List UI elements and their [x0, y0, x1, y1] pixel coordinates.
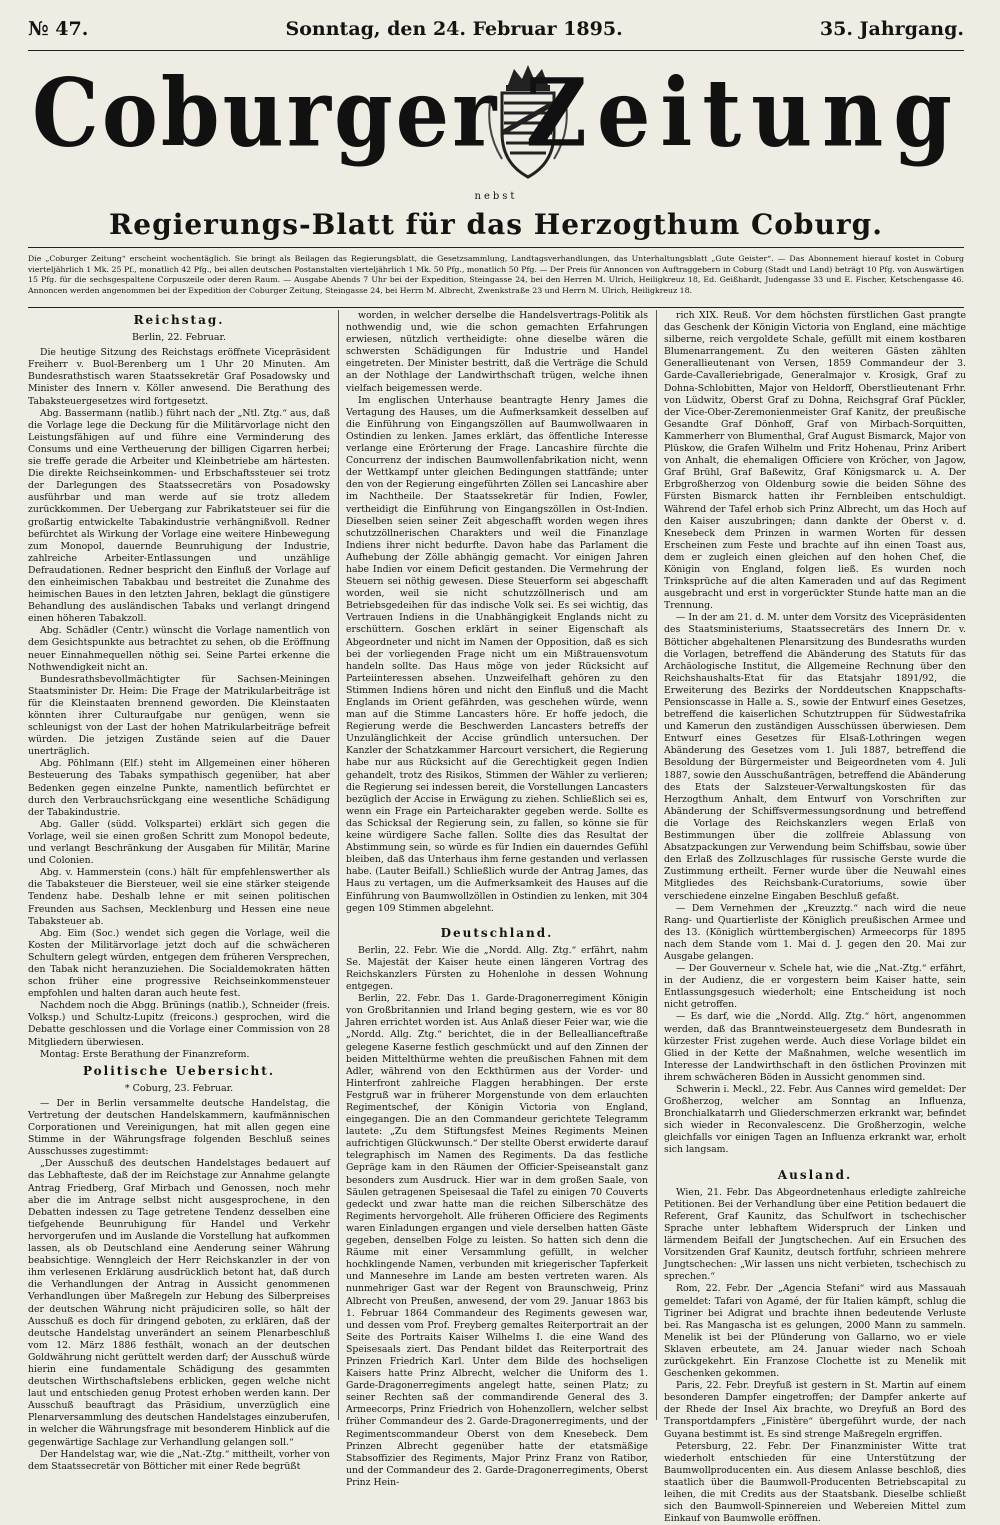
masthead-connector: nebst [474, 191, 518, 202]
paragraph: Abg. Eim (Soc.) wendet sich gegen die Vorlage, weil die Kosten der Militärvorlage jetzt doch auf die schwächeren Schultern gelegt würden, entgegen dem früheren Versprechen, den Tabak nicht heranzuziehen. Die Socialdemokraten hätten schon früher eine progressive Reichseinkommensteuer empfohlen und halten daran auch heute fest. [28, 927, 330, 1000]
paragraph: — Dem Vernehmen der „Kreuzztg.“ nach wird die neue Rang- und Quartierliste der Königlich preußischen Armee und des 13. (Königlich württembergischen) Armeecorps für 1895 nach dem Stande vom 1. Mai d. J. gegen den 20. Mai zur Ausgabe gelangen. [664, 902, 966, 962]
section-heading: Reichstag. [133, 313, 225, 327]
column-1 [28, 310, 330, 1472]
column-divider [338, 310, 339, 1420]
dateline: * Coburg, 23. Februar. [124, 1082, 234, 1094]
top-rule [28, 50, 964, 51]
paragraph: Nachdem noch die Abgg. Brünings (natlib.), Schneider (freis. Volksp.) und Schultz-Lupitz (freicons.) gesprochen, wird die Debatte geschlossen und die Vorlage einer Commission von 28 Mitgliedern überwiesen. [28, 1000, 330, 1048]
paragraph: Abg. Galler (südd. Volkspartei) erklärt sich gegen die Vorlage, weil sie einen großen Schritt zum Monopol bedeute, und verlangt Beschränkung der Ausgaben für Militär, Marine und Colonien. [28, 818, 330, 867]
paragraph: Der Handelstag war, wie die „Nat.-Ztg.“ mittheilt, vorher von dem Staatssecretär von Bötticher mit einer Rede begrüßt [28, 1448, 330, 1472]
issue-line [28, 18, 964, 48]
section-heading: Ausland. [777, 1167, 853, 1182]
volume-number: 35. Jahrgang. [819, 18, 964, 40]
issue-number: № 47. [28, 18, 89, 40]
paragraph: Abg. Bassermann (natlib.) führt nach der „Ntl. Ztg.“ aus, daß die Vorlage lege die Deckung für die Militärvorlage nicht den Leistungsfähigen auf und führe eine Verminderung des Consums und eine Vertheuerung der billigen Cigarren herbei; sie treffe gerade die Arbeiter und Kleinbetriebe am härtesten. Die direkte Reichseinkommen- und Erbschaftssteuer sei trotz der Darlegungen des Staatssecretärs von Posadowsky ausführbar und man werde auf sie trotz alledem zurückkommen. Der Uebergang zur Fabrikatsteuer sei für die großartig entwickelte Tabakindustrie verhängnißvoll. Redner befürchtet als Wirkung der Vorlage eine weitere Hinbewegung zum Monopol, dauernde Beunruhigung der Industrie, zahlreiche Arbeiter-Entlassungen und unzählige Defraudationen. Redner bespricht den Einfluß der Vorlage auf den einheimischen Tabakbau und bestreitet die Zunahme des heimischen Baues in den letzten Jahren, beklagt die günstigere Behandlung des ausländischen Tabaks und verlangt dringend einen höheren Tabakzoll. [28, 407, 330, 625]
column-2 [346, 310, 648, 1488]
spacer [346, 915, 648, 923]
paragraph: Montag: Erste Berathung der Finanzreform. [40, 1048, 250, 1060]
paragraph: Berlin, 22. Febr. Wie die „Nordd. Allg. Ztg.“ erfährt, nahm Se. Majestät der Kaiser heute einen längeren Vortrag des Reichskanzlers Fürsten zu Hohenlohe in dessen Wohnung entgegen. [346, 944, 648, 993]
paragraph: — Der in Berlin versammelte deutsche Handelstag, die Vertretung der deutschen Handelskammern, kaufmännischen Corporationen und Vereinigungen, hat mit allen gegen eine Stimme in der Währungsfrage folgenden Beschluß seines Ausschusses zugestimmt: [28, 1097, 330, 1158]
paragraph: Berlin, 22. Febr. Das 1. Garde-Dragonerregiment Königin von Großbritannien und Irland beging gestern, wie es vor 80 Jahren errichtet worden ist. Aus Anlaß dieser Feier war, wie die „Nordd. Allg. Ztg.“ berichtet, die in der Belleallianceftraße gelegene Kaserne festlich geschmückt und auf den Zinnen der beiden Mittelthürme wehten die preußischen Fahnen mit dem Adler, während von den Eckthürmen aus der Vorder- und Hinterfront zahlreiche Flaggen herabhingen. Der erste Festgruß war in früherer Morgenstunde von dem erlauchten Regimentschef, der Königin Victoria von England, eingegangen. Die an den Commandeur gerichtete Telegramm lautete: „Zu dem Stiftungsfest Meines Regiments Meinen aufrichtigen Glückwunsch.“ Der stellte Oberst erwiderte darauf telegraphisch im Namen des Regiments. Da das festliche Gepräge kam in den Räumen der Officier-Speiseanstalt ganz besonders zum Ausdruck. Hier war in dem großen Saale, von Säulen getragenen Speisesaal die Tafel zu einigen 70 Couverts gedeckt und zwar hatte man die reichen Silberschätze des Regiments hervorgeholt. Alle früheren Officiere des Regiments waren Einladungen ergangen und viele derselben hatten Gäste gegeben, denselben Folge zu leisten. So hatten sich denn die Räume mit einer Versammlung gefüllt, in welcher hochklingende Namen, verbunden mit kriegerischer Tapferkeit und Mannesehre im Lande am besten vertreten waren. Als nunmehriger Gast war der Regent von Braunschweig, Prinz Albrecht von Preußen, anwesend, der vom 29. Januar 1863 bis 1. Februar 1864 Commandeur des Regiments gewesen war, und dessen vom Prof. Freyberg gemaltes Reiterportrait an der Seite des Portraits Kaiser Wilhelms I. die eine Wand des Speisesaals ziert. Das Pendant bildet das Reiterportrait des Prinzen Friedrich Karl. Unter dem Bilde des hochseligen Kaisers hatte Prinz Albrecht, welcher die Uniform des 1. Garde-Dragonerregiments angelegt hatte, seinen Platz; zu seiner Rechten saß der commandirende General des 3. Armeecorps, Prinz Friedrich von Hohenzollern, welcher selbst früher Commandeur des 2. Garde-Dragonerregiments, und der Regimentscommandeur Oberst von dem Knesebeck. Dem Prinzen Albrecht gegenüber hatte der etatsmäßige Stabsoffizier des Regiments, Major Prinz Franz von Ratibor, und der Commandeur des 2. Garde-Dragonerregiments, Oberst Prinz Hein- [346, 993, 648, 1488]
spacer [664, 1157, 966, 1165]
subtitle-rule [28, 247, 964, 248]
masthead-title-left: Coburger [32, 57, 500, 168]
paragraph: „Der Ausschuß des deutschen Handelstages bedauert auf das Lebhafteste, daß der im Reichstage zur Annahme gelangte Antrag Friedberg, Graf Mirbach und Genossen, noch mehr aber die im Antrage selbst nicht ausgesprochene, in den Debatten indessen zu Tage getretene Tendenz desselben eine tiefgehende Beunruhigung für Handel und Verkehr hervorgerufen und im Auslande die Vorstellung hat aufkommen lassen, als ob Deutschland eine Aenderung seiner Währung beabsichtige. Wenngleich der Herr Reichskanzler in der von ihm verlesenen Erklärung ausdrücklich betont hat, daß durch die Verhandlungen der Antrag in Aussicht genommenen Verhandlungen über Maßregeln zur Hebung des Silberpreises der deutschen Währung nicht präjudiciren solle, so hält der Ausschuß es doch für dringend geboten, zu erklären, daß der deutsche Handelstag unverändert an seinem Plenarbeschluß vom 12. März 1886 festhält, wonach an der deutschen Goldwährung nicht gerüttelt werden darf; der Ausschuß würde hierin eine fundamentale Schädigung des gesammten deutschen Wirthschaftslebens erblicken, gegen welche nicht laut und entschieden genug Protest erhoben werden kann. Der Ausschuß beauftragt das Präsidium, unverzüglich eine Plenarversammlung des deutschen Handelstages einzuberufen, in welcher die Währungsfrage mit besonderem Hinblick auf die gegenwärtige Sachlage zur Verhandlung gelangen soll.“ [28, 1158, 330, 1448]
article-columns [28, 310, 966, 1525]
section-heading: Politische Uebersicht. [82, 1063, 276, 1078]
paragraph: — Der Gouverneur v. Schele hat, wie die „Nat.-Ztg.“ erfährt, in der Audienz, die er vorgestern beim Kaiser hatte, sein Entlassungsgesuch wiederholt; eine Entscheidung ist noch nicht getroffen. [664, 963, 966, 1011]
paragraph: Abg. v. Hammerstein (cons.) hält für empfehlenswerther als die Tabaksteuer die Biersteuer, weil sie eine stärker steigende Tendenz habe. Deshalb lehne er mit seinen politischen Freunden aus Sachsen, Mecklenburg und Hessen eine neue Tabaksteuer ab. [28, 867, 330, 927]
subscription-info: Die „Coburger Zeitung“ erscheint wochentäglich. Sie bringt als Beilagen das Regierungsblatt, die Gesetzsammlung, Landtagsverhandlungen, das Unterhaltungsblatt „Gute Geister“. — Das Abonnement hierauf kostet in Coburg vierteljährlich 1 Mk. 25 Pf., monatlich 42 Pfg., bei allen deutschen Postanstalten vierteljährlich 1 Mk. 50 Pfg., monatlich 50 Pfg. — Der Preis für Annoncen von Auftraggebern in Coburg (Stadt und Land) beträgt 10 Pfg. von Auswärtigen 15 Pfg. für die sechsgespaltene Corpuszeile oder deren Raum. — Ausgabe Abends 7 Uhr bei der Expedition, Steingasse 24, bei den Herren M. Ulrich, Heiligkreuz 18, Ed. Geißhardt, Judengasse 33 und E. Fischer, Ketschengasse 46. Annoncen werden angenommen bei der Expedition der Coburger Zeitung, Steingasse 24, bei Herrn M. Albrecht, Zwenkstraße 23 und Herrn M. Ulrich, Heiligkreuz 18. [28, 254, 964, 295]
paragraph: Petersburg, 22. Febr. Der Finanzminister Witte trat wiederholt entschieden für eine Unterstützung der Baumwollproducenten ein. Aus diesem Anlasse beschloß, dies staatlich über die Baumwoll-Producenten Betriebscapital zu leihen, die mit Credits aus der Staatsbank. Dieselbe schließt sich den Baumwoll-Spinnereien und Webereien Mittel zum Einkauf von Baumwolle eröffnen. [664, 1440, 966, 1525]
column-divider [656, 310, 657, 1420]
info-rule [28, 307, 964, 308]
issue-date: Sonntag, den 24. Februar 1895. [285, 18, 623, 40]
paragraph: Die heutige Sitzung des Reichstags eröffnete Vicepräsident Freiherr v. Buol-Berenberg um 1 Uhr 20 Minuten. Am Bundesrathstisch waren Staatssekretär Graf Posadowsky und Minister des Innern v. Köller anwesend. Die Berathung des Tabaksteuergesetzes wird fortgesetzt. [28, 347, 330, 407]
paragraph: Rom, 22. Febr. Der „Agencia Stefani“ wird aus Massauah gemeldet: Tafari von Agamé, der für Italien kämpft, schlug die Tigriner bei Adigrat und brachte ihnen bedeutende Verluste bei. Ras Mangascha ist es gelungen, 2000 Mann zu sammeln. Menelik ist bei der Plünderung von Gallarno, wo er viele Sklaven erbeutete, am 24. Januar wieder nach Schoah zurückgekehrt. Ein Franzose Clochette ist zu Menelik mit Geschenken gekommen. [664, 1283, 966, 1380]
section-heading: Deutschland. [440, 925, 554, 940]
paragraph: worden, in welcher derselbe die Handelsvertrags-Politik als nothwendig und, wie die schon gemachten Erfahrungen erwiesen, nützlich vertheidigte: ohne dieselbe wären die schwersten Schädigungen für Industrie und Handel eingetreten. Der Minister bestritt, daß die Verträge die Schuld an der Nothlage der Landwirthschaft trügen, welche ihnen vielfach beigemessen werde. [346, 310, 648, 394]
paragraph: Im englischen Unterhause beantragte Henry James die Vertagung des Hauses, um die Aufmerksamkeit desselben auf die Einführung von Eingangszöllen auf Baumwollwaaren in Ostindien zu lenken. James erklärt, das öffentliche Interesse verlange eine Erörterung der Frage. Lancashire fürchte die Concurrenz der indischen Baumwollenfabrikation nicht, wenn der Wettkampf unter gleichen Bedingungen stattfände; unter den von der Regierung eingeführten Zöllen sei Lancashire aber im Nachtheile. Der Staatssekretär für Indien, Fowler, vertheidigt die Einführung von Eingangszöllen in Ost-Indien. Dieselben seien seiner Zeit abgeschafft worden wegen ihres schutzzöllnerischen Charakters und weil die Finanzlage Indiens ihrer nicht bedurfte. Davon habe das Parlament die Aufhebung der Zölle abhängig gemacht. Vor einigen Jahren habe Indien vor einem Deficit gestanden. Die Vermehrung der Steuern sei nöthig gewesen. Diese Steuerform sei abgeschafft worden, weil sie nicht schutzzöllnerisch und am Betriebsgedeihen für das indische Volk sei. Es sei wichtig, das Vertrauen Indiens in die Unabhängigkeit Englands nicht zu erschüttern. Goschen erklärt in seiner Eigenschaft als Abgeordneter und nicht im Namen der Opposition, daß es sich bei der vorliegenden Frage nicht um ein Mißtrauensvotum handeln sollte. Das Haus möge von jeder Rücksicht auf Parteiinteressen absehen. Unzweifelhaft gehören zu den Stimmen Indiens hören und nicht den Einfluß und die Macht Englands im Orient gefährden, was geschehen würde, wenn man auf die Stimme Lancasters höre. Er hoffe jedoch, die Regierung werde die Beschwerden Lancasters betreffs der Unzulänglichkeit der Accise gründlich untersuchen. Der Kanzler der Schatzkammer Harcourt versichert, die Regierung habe nur aus Rücksicht auf die Gerechtigkeit gegen Indien gehandelt, trotz des Risikos, Stimmen der Wähler zu verlieren; die Regierung sei indessen bereit, die Vorstellungen Lancasters bezüglich der Accise in Erwägung zu ziehen. Schließlich sei es, wenn ein Frage ein Parteicharakter gegeben werde. Sollte es das Schicksal der Regierung sein, zu fallen, so könne sie für keine würdigere Sache fallen. Sollte dies das Resultat der Abstimmung sein, so würde es für Indien ein dauerndes Gefühl bleiben, daß das Unterhaus ihm ferne gestanden und verlassen habe. (Lauter Beifall.) Schließlich wurde der Antrag James, das Haus zu vertagen, um die Aufmerksamkeit des Hauses auf die Einführung von Baumwollzöllen in Ostindien zu lenken, mit 304 gegen 109 Stimmen abgelehnt. [346, 394, 648, 914]
masthead-title-right: Zeitung [525, 57, 962, 168]
paragraph: — Es darf, wie die „Nordd. Allg. Ztg.“ hört, angenommen werden, daß das Branntweinsteuergesetz dem Bundesrath in kürzester Frist zugehen werde. Auch diese Vorlage bildet ein Glied in der Kette der Maßnahmen, welche wesentlich im Interesse der Landwirthschaft in den östlichen Provinzen mit ihrem schwächeren Böden in Aussicht genommen sind. [664, 1011, 966, 1083]
paragraph: Schwerin i. Meckl., 22. Febr. Aus Cannes wird gemeldet: Der Großherzog, welcher am Sonntag an Influenza, Bronchialkatarrh und Gliederschmerzen erkrankt war, befindet sich wieder in Reconvalescenz. Die Großherzogin, welche gleichfalls vor einigen Tagen an Influenza erkrankt war, erholt sich langsam. [664, 1084, 966, 1156]
masthead-subtitle: Regierungs-Blatt für das Herzogthum Coburg. [109, 208, 883, 241]
paragraph: Abg. Pöhlmann (Elf.) steht im Allgemeinen einer höheren Besteuerung des Tabaks sympathisch gegenüber, hat aber Bedenken gegen einzelne Punkte, namentlich befürchtet er durch den Verbrauchsrückgang eine wesentliche Schädigung der Tabakindustrie. [28, 758, 330, 818]
paragraph: Wien, 21. Febr. Das Abgeordnetenhaus erledigte zahlreiche Petitionen. Bei der Verhandlung über eine Petition bedauert die Referent, Graf Kaunitz, das Schulfwort in tschechischer Sprache unter lebhaftem Widerspruch der Linken und lärmendem Beifall der Jungtschechen. Auf ein Ersuchen des Vorsitzenden Graf Kaunitz, deutsch fortfuhr, schrieen mehrere Jungtschechen: „Wir lassen uns nicht verbieten, tschechisch zu sprechen.“ [664, 1186, 966, 1283]
paragraph: — In der am 21. d. M. unter dem Vorsitz des Vicepräsidenten des Staatsministeriums, Staatssecretärs des Innern Dr. v. Bötticher abgehaltenen Plenarsitzung des Bundesraths wurden die Vorlagen, betreffend die Abänderung des Statuts für das Archäologische Institut, die Allgemeine Rechnung über den Reichshaushalts-Etat für das Etatsjahr 1891/92, die Erweiterung des Bezirks der Norddeutschen Knappschafts-Pensionscasse in Halle a. S., sowie der Entwurf eines Gesetzes, betreffend die kaiserlichen Schutztruppen für Südwestafrika und Kamerun den zuständigen Ausschüssen überwiesen. Dem Entwurf eines Gesetzes für Elsaß-Lothringen wegen Abänderung des Gesetzes vom 1. Juli 1887, betreffend die Besoldung der Bürgermeister und Beigeordneten vom 4. Juli 1887, sowie den Ausschußanträgen, betreffend die Abänderung des Etats der Salzsteuer-Verwaltungskosten für das Herzogthum Anhalt, dem Entwurf von Vorschriften zur Abänderung der Schiffsvermessungsordnung und betreffend die Vorlage des Reichskanzlers wegen Erlaß von Bestimmungen über die zollfreie Ablassung von Absatzpackungen zur Verwendung beim Schiffsbau, sowie über den Erlaß des Zollzuschlages für russische Gerste wurde die Zustimmung ertheilt. Ferner wurde über die Neuwahl eines Mitgliedes des Reichsbank-Curatoriums, sowie über verschiedene einzelne Eingaben Beschluß gefaßt. [664, 612, 966, 902]
paragraph: Paris, 22. Febr. Dreyfuß ist gestern in St. Martin auf einem besonderen Dampfer eingetroffen; der Dampfer ankerte auf der Rhede der Insel Aix brachte, wo Dreyfuß an Bord des Transportdampfers „Finistère“ übergeführt wurde, der nach Guyana bestimmt ist. Es sind strenge Maßregeln ergriffen. [664, 1380, 966, 1440]
paragraph: Abg. Schädler (Centr.) wünscht die Vorlage namentlich von dem Gesichtspunkte aus betrachtet zu sehen, ob die Eröffnung neuer Einnahmequellen nöthig sei. Seine Partei erkenne die Nothwendigkeit nicht an. [28, 625, 330, 673]
paragraph: Bundesrathsbevollmächtigter für Sachsen-Meiningen Staatsminister Dr. Heim: Die Frage der Matrikularbeiträge ist für die Kleinstaaten brennend geworden. Die Kleinstaaten könnten ihrer Culturaufgabe nur genügen, wenn sie schleunigst von der Last der hohen Matrikularbeiträge befreit würden. Die jetzigen Zustände seien auf die Dauer unerträglich. [28, 673, 330, 758]
masthead [28, 53, 964, 191]
dateline: Berlin, 22. Februar. [131, 332, 227, 344]
column-3 [664, 310, 966, 1525]
paragraph: rich XIX. Reuß. Vor dem höchsten fürstlichen Gast prangte das Geschenk der Königin Victoria von England, eine mächtige silberne, reich vergoldete Schale, gefüllt mit einem kostbaren Blumenarrangement. Zu den weiteren Gästen zählten Generallieutenant von Versen, 1859 Commandeur der 3. Garde-Cavalleriebrigade, Generalmajor v. Krosigk, Graf zu Dohna-Schlobitten, Major von Heldorff, Oberstlieutenant Frhr. von Lüdwitz, Oberst Graf zu Dohna, Reichsgraf Graf Pückler, der Vice-Ober-Zeremonienmeister Graf Kanitz, der preußische Gesandte Graf Dönhoff, Graf von Mirbach-Sorquitten, Kammerherr von Blumenthal, Graf August Bismarck, Major von Plüskow, die Grafen Wilhelm und Fritz Hohenau, Prinz Aribert von Anhalt, die ehemaligen Officiere von Kröcher, von Jagow, Graf Brühl, Graf Baßewitz, Graf Königsmarck u. A. Der Erbgroßherzog von Oldenburg sowie die beiden Söhne des Fürsten Bismarck hatten ihr Fernbleiben entschuldigt. Während der Tafel erhob sich Prinz Albrecht, um das Hoch auf den Kaiser auszubringen; dann dankte der Oberst v. d. Knesebeck dem Prinzen in warmen Worten für dessen Erscheinen zum Feste und brachte auf ihn einen Toast aus, dem er zugleich einen gleichen auf den hohen Chef, die Königin von England, folgen ließ. Es wurden noch Trinksprüche auf die alten Kameraden und auf das Regiment ausgebracht und erst in vorgerückter Stunde hatte man an die Trennung. [664, 310, 966, 612]
